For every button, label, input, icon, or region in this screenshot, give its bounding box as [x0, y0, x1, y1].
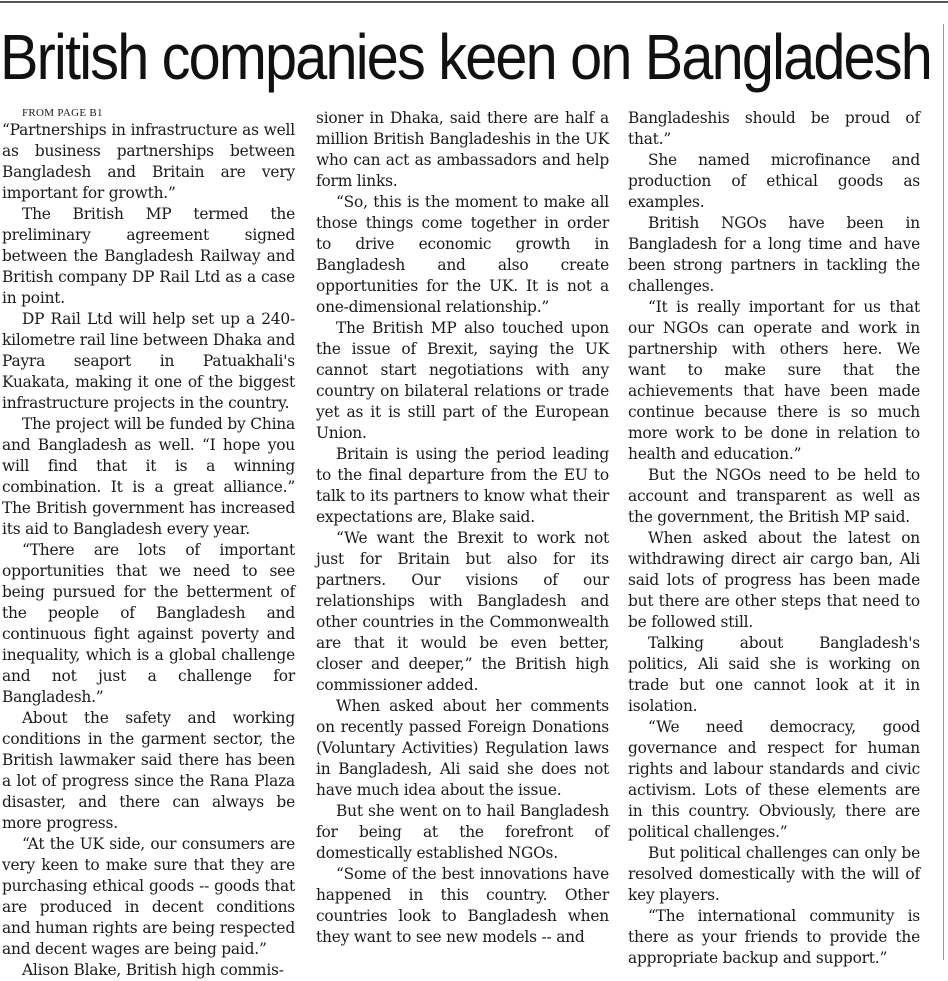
article-column-3	[628, 108, 920, 968]
paragraph: When asked about her comments on recently passed Foreign Donations (Voluntary Activities) Regulation laws in Bangladesh, Ali said she does not have much idea about the issue.	[316, 697, 609, 799]
paragraph: The project will be funded by China and Bangladesh as well. “I hope you will find that it is a winning combination. It is a great alliance.” The British government has increased its aid to Bangladesh every year.	[2, 415, 295, 538]
paragraph: But she went on to hail Bangladesh for being at the forefront of domestically established NGOs.	[316, 802, 609, 862]
paragraph: When asked about the latest on withdrawing direct air cargo ban, Ali said lots of progress has been made but there are other steps that need to be followed still.	[628, 529, 920, 631]
paragraph: British NGOs have been in Bangladesh for a long time and have been strong partners in tackling the challenges.	[628, 214, 920, 295]
paragraph: The British MP termed the preliminary agreement signed between the Bangladesh Railway and British company DP Rail Ltd as a case in point.	[2, 205, 295, 307]
dateline: FROM PAGE B1	[22, 107, 103, 119]
headline: British companies keen on Bangladesh	[0, 21, 932, 93]
article-column-1	[2, 106, 295, 979]
paragraph: DP Rail Ltd will help set up a 240-kilometre rail line between Dhaka and Payra seaport in Patuakhali's Kuakata, making it one of the biggest infrastructure projects in the country.	[2, 310, 295, 412]
column-rule	[943, 24, 944, 960]
paragraph: “Some of the best innovations have happened in this country. Other countries look to Bangladesh when they want to see new models -- and	[316, 865, 609, 946]
top-rule	[0, 1, 948, 3]
paragraph: “Partnerships in infrastructure as well as business partnerships between Bangladesh and Britain are very important for growth.”	[2, 121, 295, 202]
paragraph: But political challenges can only be resolved domestically with the will of key players.	[628, 844, 920, 904]
paragraph: She named microfinance and production of ethical goods as examples.	[628, 151, 920, 211]
paragraph: The British MP also touched upon the issue of Brexit, saying the UK cannot start negotiations with any country on bilateral relations or trade yet as it is still part of the European Union.	[316, 319, 609, 442]
article-column-2	[316, 108, 609, 968]
paragraph: Bangladeshis should be proud of that.”	[628, 109, 920, 148]
paragraph: About the safety and working conditions in the garment sector, the British lawmaker said there has been a lot of progress since the Rana Plaza disaster, and there can always be more progress.	[2, 709, 295, 832]
paragraph: Alison Blake, British high commis-	[22, 961, 284, 979]
paragraph: “We need democracy, good governance and respect for human rights and labour standards and civic activism. Lots of these elements are in this country. Obviously, there are political challenges.”	[628, 718, 920, 841]
paragraph: “There are lots of important opportunities that we need to see being pursued for the betterment of the people of Bangladesh and continuous fight against poverty and inequality, which is a global challenge and not just a challenge for Bangladesh.”	[2, 541, 295, 706]
paragraph: “At the UK side, our consumers are very keen to make sure that they are purchasing ethical goods -- goods that are produced in decent conditions and human rights are being respected and decent wages are being paid.”	[2, 835, 295, 958]
paragraph: “We want the Brexit to work not just for Britain but also for its partners. Our visions of our relationships with Bangladesh and other countries in the Commonwealth are that it would be even better, closer and deeper,” the British high commissioner added.	[316, 529, 609, 694]
paragraph: “The international community is there as your friends to provide the appropriate backup and support.”	[628, 907, 920, 967]
paragraph: sioner in Dhaka, said there are half a million British Bangladeshis in the UK who can act as ambassadors and help form links.	[316, 109, 609, 190]
paragraph: Talking about Bangladesh's politics, Ali said she is working on trade but one cannot look at it in isolation.	[628, 634, 920, 715]
paragraph: Britain is using the period leading to the final departure from the EU to talk to its partners to know what their expectations are, Blake said.	[316, 445, 609, 526]
paragraph: “So, this is the moment to make all those things come together in order to drive economic growth in Bangladesh and also create opportunities for the UK. It is not a one-dimensional relationship.”	[316, 193, 609, 316]
paragraph: But the NGOs need to be held to account and transparent as well as the government, the British MP said.	[628, 466, 920, 526]
paragraph: “It is really important for us that our NGOs can operate and work in partnership with others here. We want to make sure that the achievements that have been made continue because there is so much more work to be done in relation to health and education.”	[628, 298, 920, 463]
